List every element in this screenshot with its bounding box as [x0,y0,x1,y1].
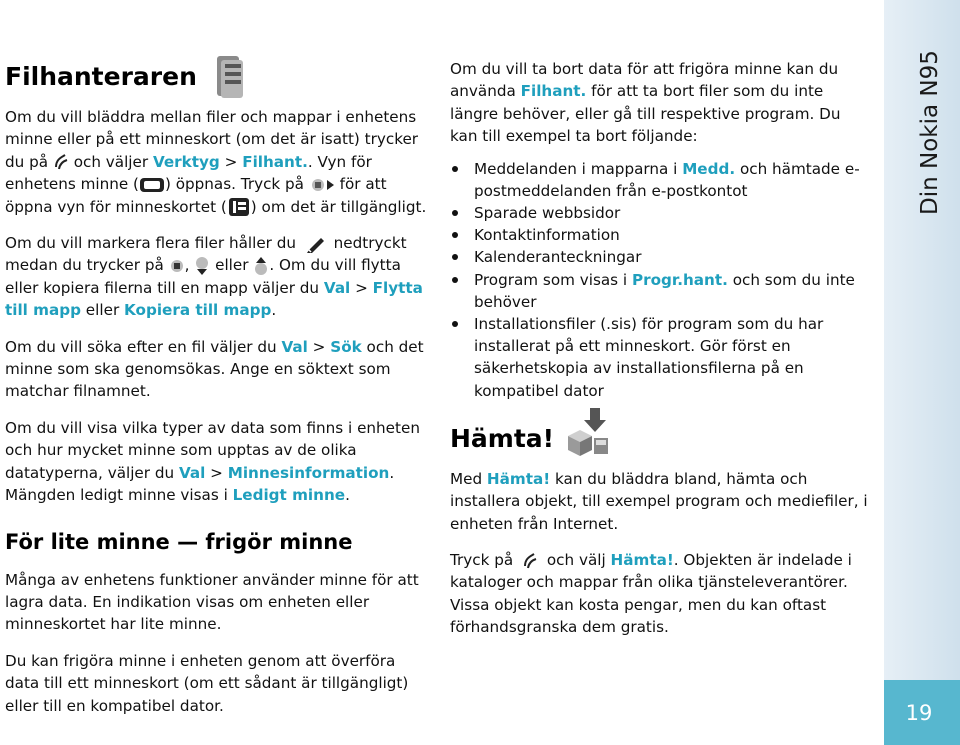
list-item: Installationsfiler (.sis) för program som du har installerat på ett minneskort. Gör först en säkerhetskopia av installationsfilerna på en kompatibel dator [450,313,870,402]
paragraph-search: Om du vill söka efter en fil väljer du Val > Sök och det minne som ska genomsökas. Ange en söktext som matchar filnamnet. [5,337,424,401]
left-column [5,54,430,717]
joystick-up-icon [253,256,269,276]
sidebar-title: Din Nokia N95 [917,50,943,215]
paragraph-browse: Om du vill bläddra mellan filer och mappar i enhetens minne eller på ett minneskort (om det är isatt) trycker du på och väljer Verktyg > Filhant.. Vyn för enhetens minne ( ) öppnas. Tryck på för att öppna vyn för minneskortet ( ) om det är tillgängligt. [5,108,427,216]
link-progr-hant[interactable]: Progr.hant. [631,270,728,289]
link-hamta-usage[interactable]: Hämta! [610,551,674,570]
joystick-press-icon [169,258,185,274]
paragraph-memory-info: Om du vill visa vilka typer av data som finns i enheten och hur mycket minne som upptas av de olika datatyperna, väljer du Val > Minnesinformation. Mängden ledigt minne visas i Ledigt minne. [5,418,420,505]
page-number-box [884,680,960,745]
paragraph-remove-data: Om du vill ta bort data för att frigöra minne kan du använda Filhant. för att ta bort filer som du inte längre behöver, eller gå till respektive program. Du kan till exempel ta bort följande: [450,60,841,146]
list-item: Sparade webbsidor [450,202,870,224]
menu-key-icon [53,153,69,171]
link-ledigt-minne[interactable]: Ledigt minne [232,486,346,505]
joystick-right-icon [309,176,335,194]
link-minnesinformation[interactable]: Minnesinformation [227,463,390,482]
link-val[interactable]: Val [323,278,351,297]
section-title-filhanteraren [5,54,430,100]
link-filhant[interactable]: Filhant. [242,152,308,171]
link-hamta[interactable]: Hämta! [486,469,551,488]
edit-key-icon [301,235,329,253]
joystick-down-icon [194,256,210,276]
section-title-low-memory: För lite minne — frigör minne [5,529,353,554]
link-medd[interactable]: Medd. [682,159,736,178]
link-val-memory[interactable]: Val [178,463,206,482]
list-item: Kontaktinformation [450,224,870,246]
download-icon [562,406,612,458]
list-item: Kalenderanteckningar [450,246,870,268]
list-item: Program som visas i Progr.hant. och som du inte behöver [450,269,870,313]
link-sok[interactable]: Sök [330,337,362,356]
file-manager-icon [209,54,253,100]
paragraph-free-memory: Du kan frigöra minne i enheten genom att överföra data till ett minneskort (om ett sådant är tillgängligt) eller till en kompatibel dator. [5,651,409,715]
paragraph-hamta-intro: Med Hämta! kan du bläddra bland, hämta och installera objekt, till exempel program och mediefiler, i enheten från Internet. [450,469,868,533]
list-item: Meddelanden i mapparna i Medd. och hämtade e-postmeddelanden från e-postkontot [450,158,870,202]
page-number: 19 [905,700,933,725]
paragraph-hamta-usage: Tryck på och välj Hämta!. Objekten är indelade i kataloger och mappar från olika tjänsteleverantörer. Vissa objekt kan kosta pengar, men du kan oftast förhandsgranska dem gratis. [450,551,852,637]
link-kopiera-till-mapp[interactable]: Kopiera till mapp [124,301,272,320]
paragraph-mark-files: Om du vill markera flera filer håller du nedtryckt medan du trycker på , eller . Om du vill flytta eller kopiera filerna till en mapp väljer du Val > Flytta till mapp eller Kopiera till mapp. [5,234,423,320]
link-flytta-till-mapp[interactable]: Flytta till mapp [5,278,423,320]
section-title-text: Hämta! [450,423,555,453]
link-val-search[interactable]: Val [281,337,308,356]
section-title-hamta [450,420,870,458]
paragraph-low-memory: Många av enhetens funktioner använder minne för att lagra data. En indikation visas om enheten eller minneskortet har lite minne. [5,570,419,634]
removable-data-list [450,158,870,402]
link-verktyg[interactable]: Verktyg [152,152,220,171]
section-title-text: Filhanteraren [5,62,197,91]
right-column [450,58,870,639]
link-filhant-right[interactable]: Filhant. [520,82,587,101]
memory-card-icon [227,197,251,217]
menu-key-icon [518,552,542,570]
phone-memory-icon [139,176,165,194]
